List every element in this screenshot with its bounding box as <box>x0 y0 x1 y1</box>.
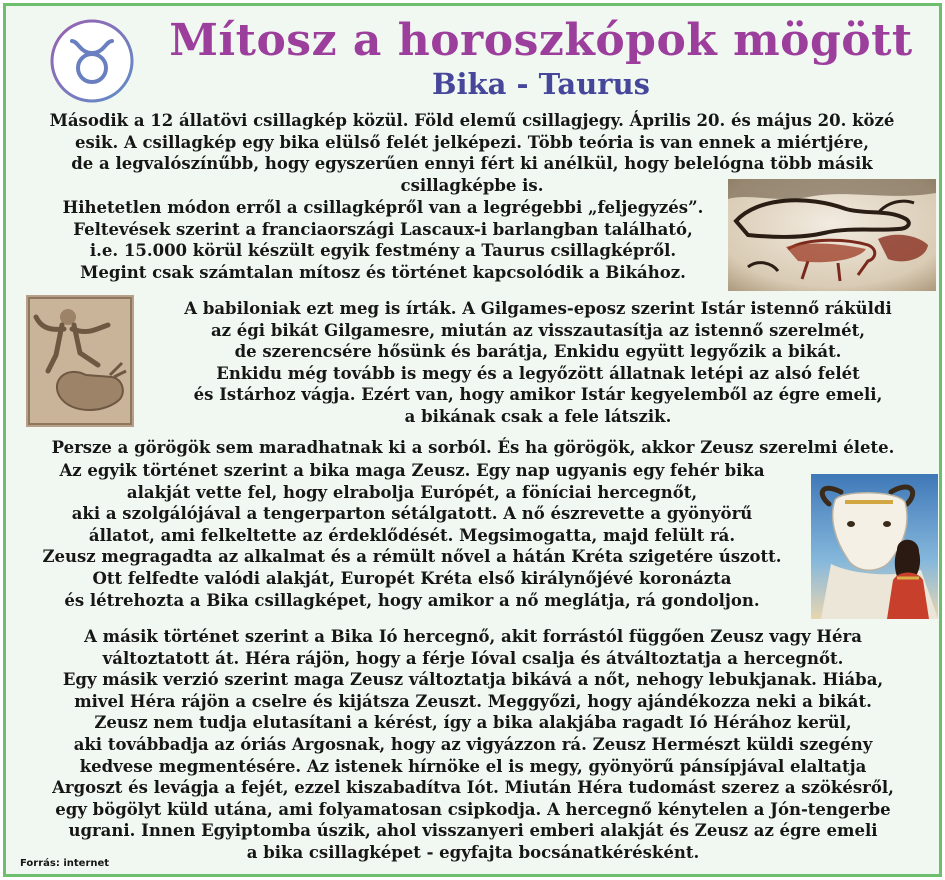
text-line: a bikának csak a fele látszik. <box>404 406 672 426</box>
text-line: egy bögölyt küld utána, ami folyamatosan csipkodja. A hercegnő kénytelen a Jón-tengerbe <box>55 799 891 819</box>
text-line: alakját vette fel, hogy elrabolja Európét, a föníciai hercegnőt, <box>126 482 698 502</box>
text-line: A másik történet szerint a Bika Ió hercegnő, akit forrástól függően Zeusz vagy Héra <box>84 627 862 646</box>
text-line: Zeusz megragadta az alkalmat és a rémült nővel a hátán Kréta szigetére úszott. <box>42 547 782 567</box>
europa-and-bull-image <box>811 474 938 619</box>
text-line: Megint csak számtalan mítosz és történet kapcsolódik a Bikához. <box>80 262 686 282</box>
text-line: kedvese megmentésére. Az istenek hírnöke el is megy, gyönyörű pánsípjával elaltatja <box>79 756 867 776</box>
text-line: állatot, ami felkeltette az érdeklődését. Megsimogatta, majd felült rá. <box>88 525 736 545</box>
text-line: aki továbbadja az óriás Argosnak, hogy az vigyázzon rá. Zeusz Hermészt küldi szegény <box>73 734 873 754</box>
text-line: Enkidu még tovább is megy és a legyőzött állatnak letépi az alsó felét <box>216 363 860 383</box>
text-line: Második a 12 állatövi csillagkép közül. Föld elemű csillagjegy. Április 20. és május 20. közé <box>49 111 895 130</box>
text-line: esik. A csillagkép egy bika elülső felét jelképezi. Több teória is van ennek a miértjére, <box>74 132 869 152</box>
text-line: Persze a görögök sem maradhatnak ki a sorból. És ha görögök, akkor Zeusz szerelmi élete. <box>51 438 895 457</box>
greek-intro-paragraph <box>12 437 934 459</box>
page-title: Mítosz a horoszkópok mögött <box>169 15 913 66</box>
text-line: Argoszt és levágja a fejét, ezzel kiszabadítva Iót. Miután Héra tudomást szerez a szökésről, <box>52 778 894 798</box>
lascaux-cave-painting-image <box>728 179 936 291</box>
text-line: a bika csillagképet - egyfajta bocsánatkérésként. <box>246 842 700 862</box>
text-line: Hihetetlen módon erről a csillagképről van a legrégebbi „feljegyzés”. <box>62 198 704 217</box>
text-line: Az egyik történet szerint a bika maga Zeusz. Egy nap ugyanis egy fehér bika <box>59 461 765 480</box>
text-line: de szerencsére hősünk és barátja, Enkidu együtt legyőzik a bikát. <box>234 342 842 362</box>
text-line: Ott felfedte valódi alakját, Europét Kréta első királynőjévé koronázta <box>92 568 732 588</box>
text-line: de a legvalószínűbb, hogy egyszerűen ennyi fért ki anélkül, hogy belelógna több másik <box>71 154 873 174</box>
babylon-paragraph <box>138 298 938 428</box>
gilgamesh-relief-image <box>26 295 134 427</box>
page <box>3 3 942 877</box>
source-credit: Forrás: internet <box>20 858 110 869</box>
text-line: és Istárhoz vágja. Ezért van, hogy amikor Istár kegyelemből az égre emeli, <box>193 385 883 405</box>
text-line: az égi bikát Gilgamesre, miután az visszautasítja az istennő szerelmét, <box>210 320 866 340</box>
text-line: Egy másik verzió szerint maga Zeusz változtatja bikává a nőt, nehogy lebukjanak. Hiába, <box>62 670 884 690</box>
io-paragraph <box>12 626 934 864</box>
text-line: csillagképbe is. <box>400 175 544 195</box>
lascaux-paragraph <box>12 197 754 283</box>
text-line: i.e. 15.000 körül készült egyik festmény a Taurus csillagképről. <box>89 241 677 261</box>
text-line: Feltevések szerint a franciaországi Lascaux-i barlangban található, <box>73 219 693 239</box>
page-subtitle: Bika - Taurus <box>431 67 650 101</box>
text-line: Zeusz nem tudja elutasítani a kérést, így a bika alakjába ragadt Ió Hérához kerül, <box>94 713 852 733</box>
text-line: mivel Héra rájön a cselre és kijátsza Zeuszt. Meggyőzi, hogy ajándékozza neki a bikát. <box>74 691 872 711</box>
text-line: és létrehozta a Bika csillagképet, hogy amikor a nő meglátja, rá gondoljon. <box>64 590 760 610</box>
text-line: A babiloniak ezt meg is írták. A Gilgames-eposz szerint Istár istennő ráküldi <box>184 299 892 318</box>
text-line: aki a szolgálójával a tengerparton sétálgatott. A nő észrevette a gyönyörű <box>71 504 753 524</box>
text-line: változtatott át. Héra rájön, hogy a férje Ióval csalja és átváltoztatja a hercegnőt. <box>102 648 844 668</box>
europa-paragraph <box>12 460 812 611</box>
taurus-zodiac-icon <box>50 19 134 103</box>
text-line: ugrani. Innen Egyiptomba úszik, ahol visszanyeri emberi alakját és Zeusz az égre emeli <box>68 821 878 841</box>
